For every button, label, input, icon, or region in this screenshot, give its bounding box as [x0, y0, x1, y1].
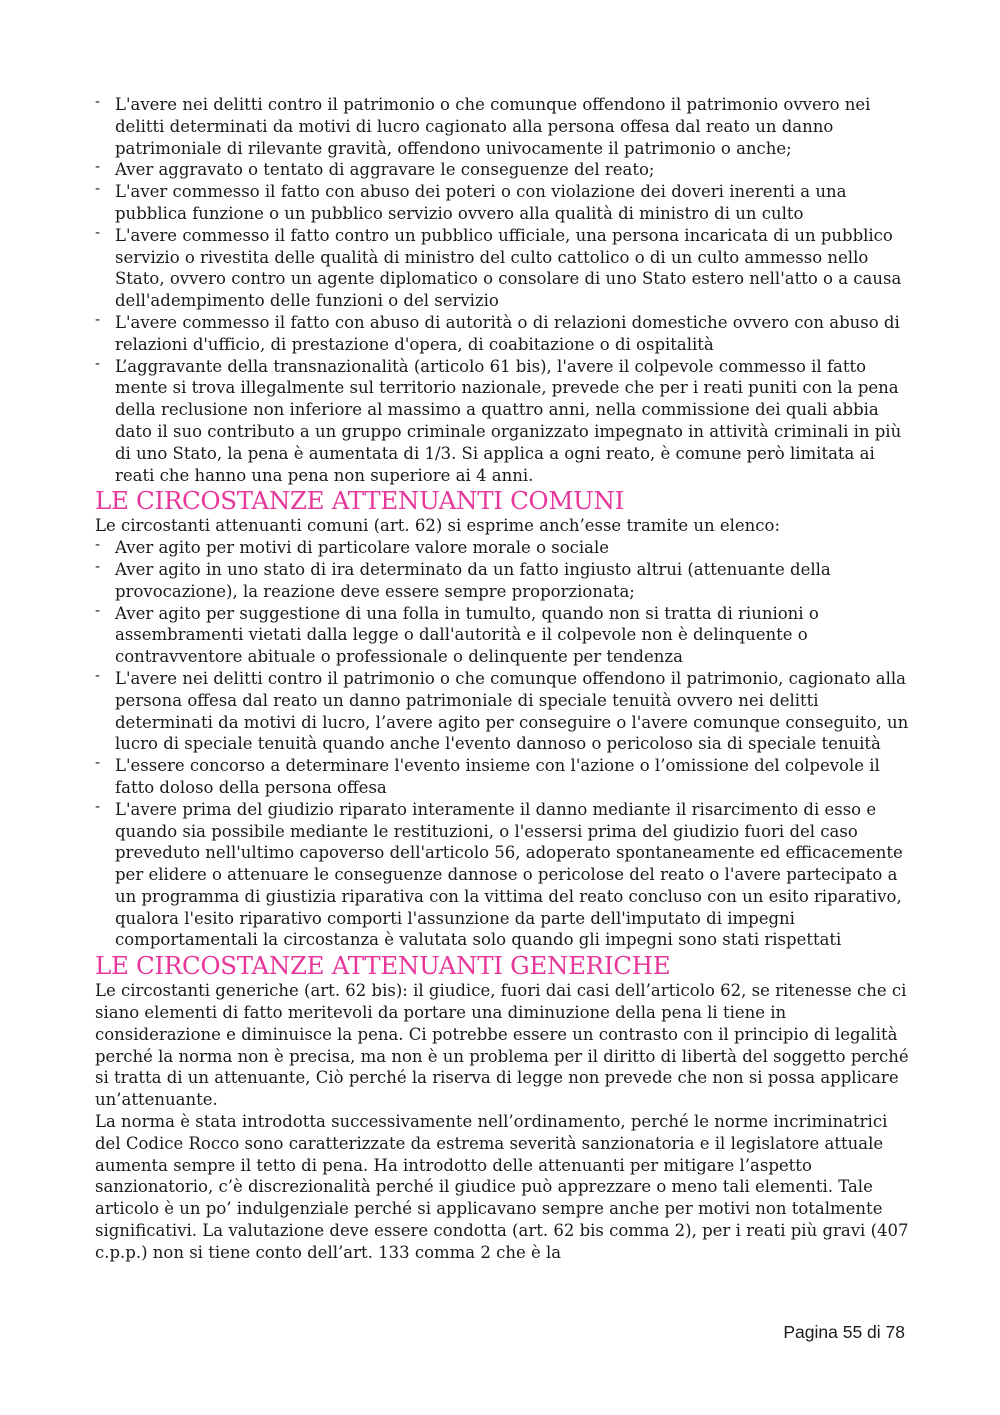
- section-intro: Le circostanti attenuanti comuni (art. 62) si esprime anch’esse tramite un elenco:: [95, 516, 781, 536]
- document-page: [95, 94, 910, 1264]
- list-item: - L'avere nei delitti contro il patrimonio o che comunque offendono il patrimonio, cagionato alla persona offesa dal reato un danno patrimoniale di speciale tenuità ovvero nei delitti determinati da motivi di lucro, l’avere agito per conseguire o l'avere comunque conseguito, un lucro di speciale tenuità quando anche l'evento dannoso o pericoloso sia di speciale tenuità: [95, 668, 910, 755]
- aggravating-list: [95, 94, 910, 486]
- paragraph: Le circostanti generiche (art. 62 bis): il giudice, fuori dai casi dell’articolo 62, se ritenesse che ci siano elementi di fatto meritevoli da portare una diminuzione della pena li tiene in considerazione e diminuisce la pena. Ci potrebbe essere un contrasto con il principio di legalità perché la norma non è precisa, ma non è un problema per il diritto di libertà del soggetto perché si tratta di un attenuante, Ciò perché la riserva di legge non prevede che non si possa applicare un’attenuante.: [95, 981, 909, 1110]
- list-item: - L’aggravante della transnazionalità (articolo 61 bis), l'avere il colpevole commesso il fatto mente si trova illegalmente sul territorio nazionale, prevede che per i reati puniti con la pena della reclusione non inferiore al massimo a quattro anni, nella commissione dei quali abbia dato il suo contributo a un gruppo criminale organizzato impegnato in attività criminali in più di uno Stato, la pena è aumentata di 1/3. Si applica a ogni reato, è comune però limitata ai reati che hanno una pena non superiore ai 4 anni.: [95, 356, 910, 487]
- list-item: - Aver agito per motivi di particolare valore morale o sociale: [95, 537, 910, 559]
- section-heading-comuni: LE CIRCOSTANZE ATTENUANTI COMUNI: [95, 486, 624, 516]
- list-item: - L'avere commesso il fatto contro un pubblico ufficiale, una persona incaricata di un pubblico servizio o rivestita delle qualità di ministro del culto cattolico o di un culto ammesso nello Stato, ovvero contro un agente diplomatico o consolare di uno Stato estero nell'atto o a causa dell'adempimento delle funzioni o del servizio: [95, 225, 910, 312]
- list-item: - L'avere nei delitti contro il patrimonio o che comunque offendono il patrimonio ovvero nei delitti determinati da motivi di lucro cagionato alla persona offesa dal reato un danno patrimoniale di rilevante gravità, offendono univocamente il patrimonio o anche;: [95, 94, 910, 159]
- list-item: - L'avere prima del giudizio riparato interamente il danno mediante il risarcimento di esso e quando sia possibile mediante le restituzioni, o l'essersi prima del giudizio fuori del caso preveduto nell'ultimo capoverso dell'articolo 56, adoperato spontaneamente ed efficacemente per elidere o attenuare le conseguenze dannose o pericolose del reato o l'avere partecipato a un programma di giustizia riparativa con la vittima del reato concluso con un esito riparativo, qualora l'esito riparativo comporti l'assunzione da parte dell'imputato di impegni comportamentali la circostanza è valutata solo quando gli impegni sono stati rispettati: [95, 799, 910, 952]
- paragraph: La norma è stata introdotta successivamente nell’ordinamento, perché le norme incriminatrici del Codice Rocco sono caratterizzate da estrema severità sanzionatoria e il legislatore attuale aumenta sempre il tetto di pena. Ha introdotto delle attenuanti per mitigare l’aspetto sanzionatorio, c’è discrezionalità perché il giudice può apprezzare o meno tali elementi. Tale articolo è un po’ indulgenziale perché si applicavano sempre anche per motivi non totalmente significativi. La valutazione deve essere condotta (art. 62 bis comma 2), per i reati più gravi (407 c.p.p.) non si tiene conto dell’art. 133 comma 2 che è la: [95, 1112, 909, 1262]
- list-item: - L'essere concorso a determinare l'evento insieme con l'azione o l’omissione del colpevole il fatto doloso della persona offesa: [95, 755, 910, 799]
- list-item: - L'avere commesso il fatto con abuso di autorità o di relazioni domestiche ovvero con abuso di relazioni d'ufficio, di prestazione d'opera, di coabitazione o di ospitalità: [95, 312, 910, 356]
- list-item: - Aver agito in uno stato di ira determinato da un fatto ingiusto altrui (attenuante della provocazione), la reazione deve essere sempre proporzionata;: [95, 559, 910, 603]
- list-item: - Aver agito per suggestione di una folla in tumulto, quando non si tratta di riunioni o assembramenti vietati dalla legge o dall'autorità e il colpevole non è delinquente o contravventore abituale o professionale o delinquente per tendenza: [95, 603, 910, 668]
- list-item: - Aver aggravato o tentato di aggravare le conseguenze del reato;: [95, 159, 910, 181]
- list-item: - L'aver commesso il fatto con abuso dei poteri o con violazione dei doveri inerenti a una pubblica funzione o un pubblico servizio ovvero alla qualità di ministro di un culto: [95, 181, 910, 225]
- mitigating-list: [95, 537, 910, 951]
- page-number: Pagina 55 di 78: [783, 1322, 905, 1342]
- section-heading-generiche: LE CIRCOSTANZE ATTENUANTI GENERICHE: [95, 951, 671, 981]
